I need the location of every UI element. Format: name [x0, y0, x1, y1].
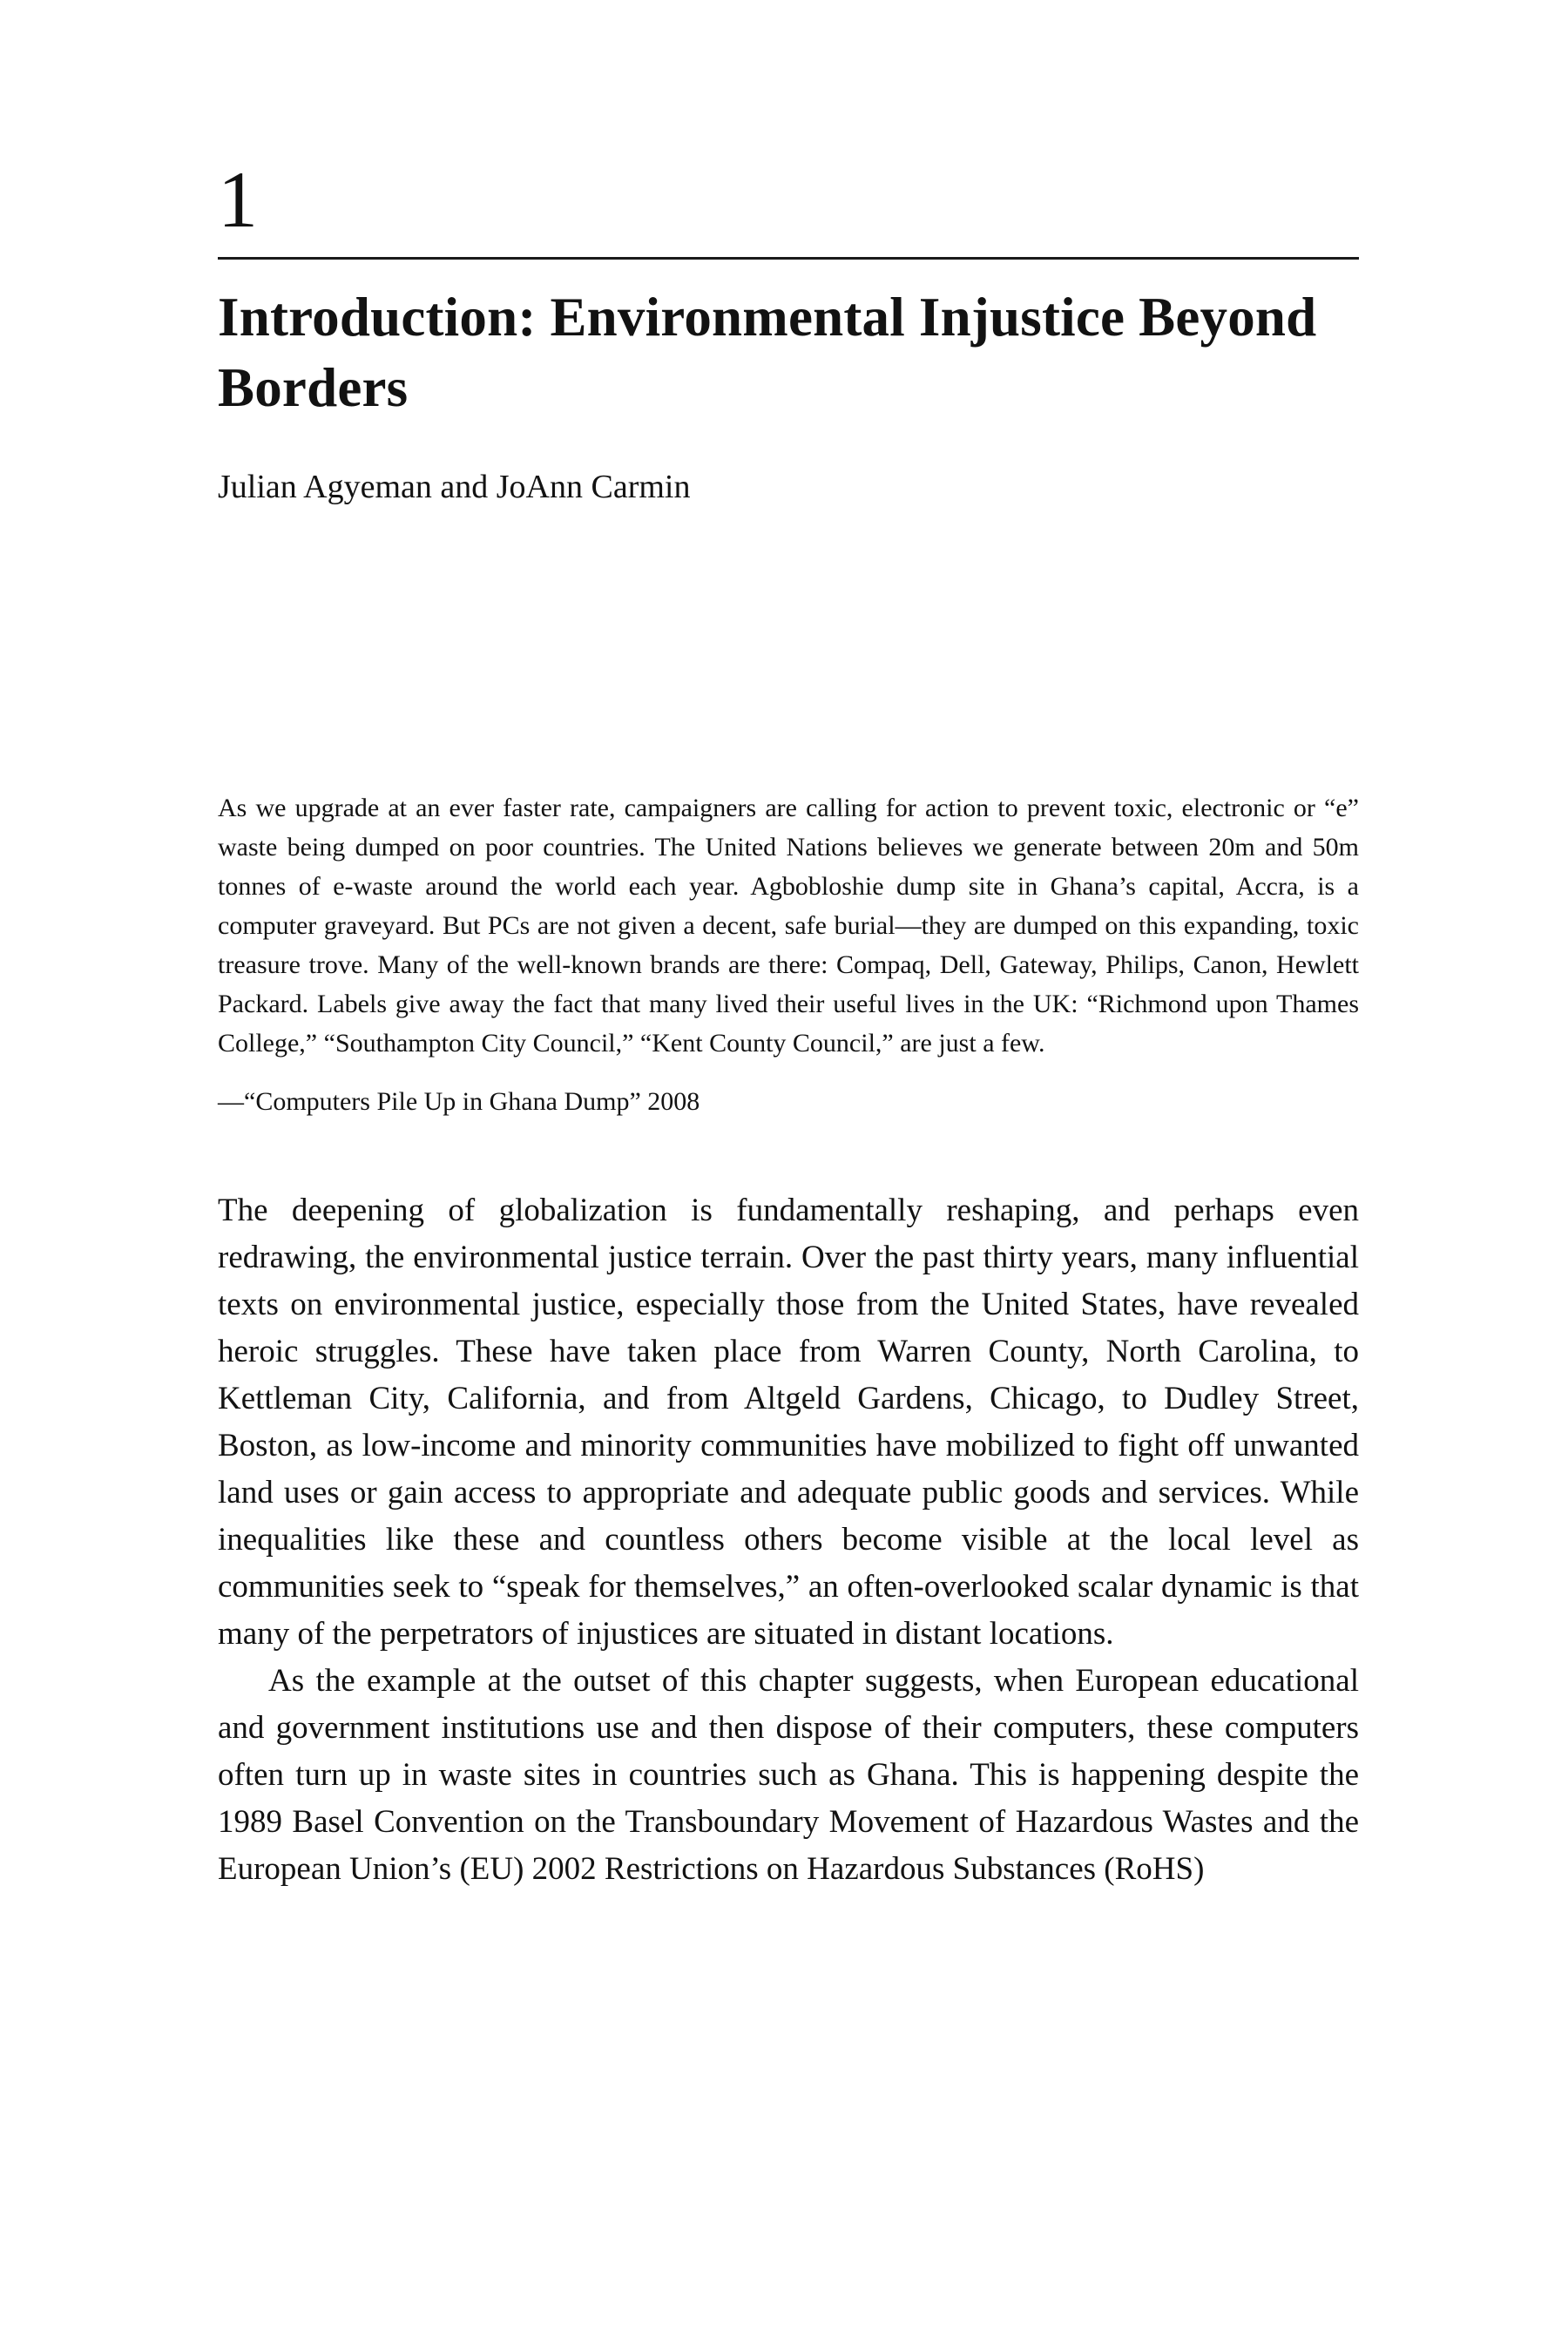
epigraph-attribution: —“Computers Pile Up in Ghana Dump” 2008 — [218, 1086, 700, 1116]
epigraph-text: As we upgrade at an ever faster rate, campaigners are calling for action to prevent toxic, electronic or “e” waste being dumped on poor countries. The United Nations believes we generate between 20m and 50m tonnes of e-waste around the world each year. Agbobloshie dump site in Ghana’s capital, Accra, is a computer graveyard. But PCs are not given a decent, safe burial—they are dumped on this expanding, toxic treasure trove. Many of the well-known brands are there: Compaq, Dell, Gateway, Philips, Canon, Hewlett Packard. Labels give away the fact that many lived their useful lives in the UK: “Richmond upon Thames College,” “Southampton City Council,” “Kent County Council,” are just a few. — [218, 793, 1359, 1058]
chapter-rule — [218, 257, 1359, 260]
chapter-authors: Julian Agyeman and JoAnn Carmin — [218, 469, 691, 506]
chapter-number: 1 — [218, 155, 258, 244]
body-text — [218, 1187, 1359, 1893]
body-paragraph-1: The deepening of globalization is fundamentally reshaping, and perhaps even redrawing, the environmental justice terrain. Over the past thirty years, many influential texts on environmental justice, especially those from the United States, have revealed heroic struggles. These have taken place from Warren County, North Carolina, to Kettleman City, California, and from Altgeld Gardens, Chicago, to Dudley Street, Boston, as low-income and minority communities have mobilized to fight off unwanted land uses or gain access to appropriate and adequate public goods and services. While inequalities like these and countless others become visible at the local level as communities seek to “speak for themselves,” an often-overlooked scalar dynamic is that many of the perpetrators of injustices are situated in distant locations. — [218, 1192, 1359, 1652]
page-content-column — [218, 0, 1359, 1893]
body-paragraph-2: As the example at the outset of this chapter suggests, when European educational and government institutions use and then dispose of their computers, these computers often turn up in waste sites in countries such as Ghana. This is happening despite the 1989 Basel Convention on the Transboundary Movement of Hazardous Wastes and the European Union’s (EU) 2002 Restrictions on Hazardous Substances (RoHS) — [218, 1662, 1359, 1887]
chapter-title: Introduction: Environmental Injustice Beyond Borders — [218, 287, 1317, 418]
